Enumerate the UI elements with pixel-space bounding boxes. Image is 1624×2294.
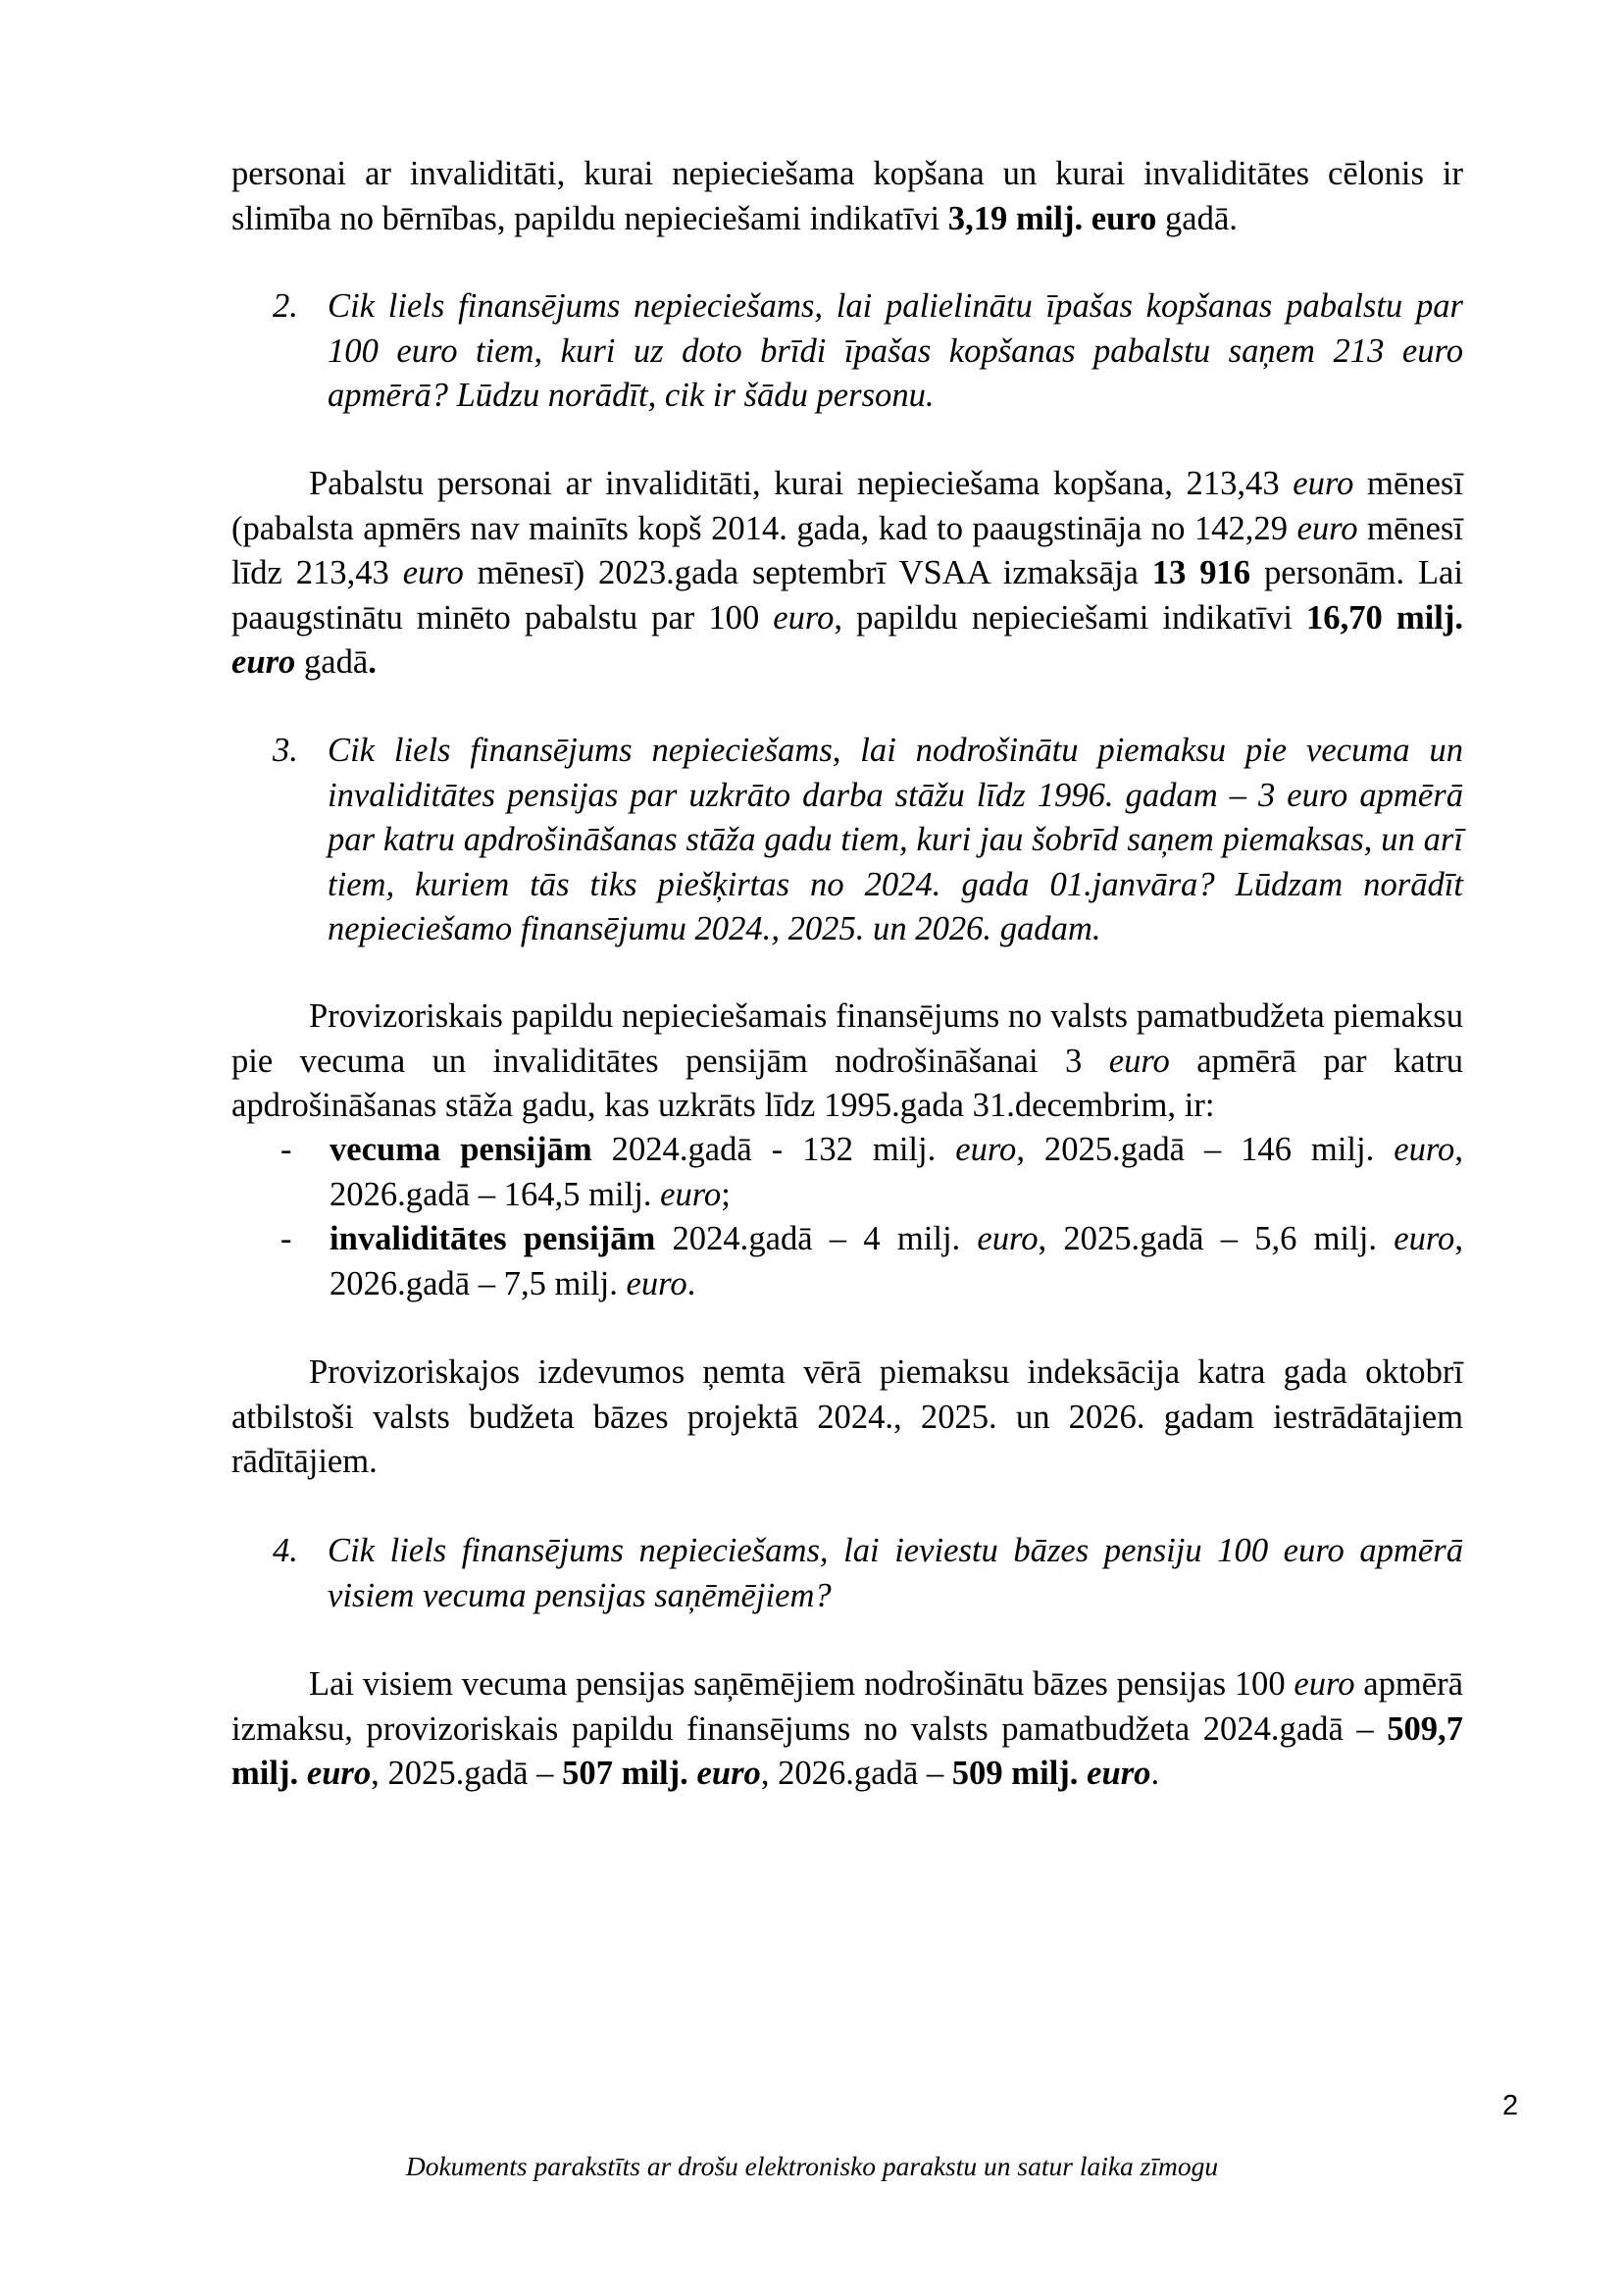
question-2-text: Cik liels finansējums nepieciešams, lai palielinātu īpašas kopšanas pabalstu par 100 euro tiem, kuri uz doto brīdi īpašas kopšanas pabalstu saņem 213 euro apmērā? Lūdzu norādīt, cik ir šādu personu. [328, 287, 1463, 414]
page-number: 2 [1502, 2090, 1519, 2121]
question-2-number: 2. [273, 287, 298, 325]
signature-footer: Dokuments parakstīts ar drošu elektronisko parakstu un satur laika zīmogu [405, 2151, 1219, 2181]
answer-3-paragraph: Provizoriskais papildu nepieciešamais finansējums no valsts pamatbudžeta piemaksu pie vecuma un invaliditātes pensijām nodrošināšanai 3 euro apmērā par katru apdrošināšanas stāža gadu, kas uzkrāts līdz 1995.gada 31.decembrim, ir: [231, 997, 1464, 1124]
amount-2024: 509,7 milj. euro [231, 1709, 1463, 1792]
intro-amount: 3,19 milj. euro [947, 199, 1157, 237]
answer-2-paragraph: Pabalstu personai ar invaliditāti, kurai nepieciešama kopšana, 213,43 euro mēnesī (pabalsta apmērs nav mainīts kopš 2014. gada, kad to paaugstināja no 142,29 euro mēnesī līdz 213,43 euro mēnesī) 2023.gada septembrī VSAA izmaksāja 13 916 personām. Lai paaugstinātu minēto pabalstu par 100 euro, papildu nepieciešami indikatīvi 16,70 milj. euro gadā. [231, 465, 1464, 681]
bullet-old-age-pensions: vecuma pensijām 2024.gadā - 132 milj. euro, 2025.gadā – 146 milj. euro, 2026.gadā – 164,5 milj. euro; [330, 1131, 1463, 1213]
answer-4-paragraph: Lai visiem vecuma pensijas saņēmējiem nodrošinātu bāzes pensijas 100 euro apmērā izmaksu, provizoriskais papildu finansējums no valsts pamatbudžeta 2024.gadā – 509,7 milj. euro, 2025.gadā – 507 milj. euro, 2026.gadā – 509 milj. euro. [231, 1665, 1463, 1792]
intro-paragraph: personai ar invaliditāti, kurai nepieciešama kopšana un kurai invaliditātes cēlonis ir slimība no bērnības, papildu nepieciešami indikatīvi 3,19 milj. euro gadā. [231, 155, 1463, 237]
amount-2026: 509 milj. euro [951, 1755, 1151, 1792]
bullet-disability-pensions: invaliditātes pensijām 2024.gadā – 4 milj. euro, 2025.gadā – 5,6 milj. euro, 2026.gadā – 7,5 milj. euro. [330, 1220, 1463, 1302]
question-4-text: Cik liels finansējums nepieciešams, lai ieviestu bāzes pensiju 100 euro apmērā visiem vecuma pensijas saņēmējiem? [328, 1532, 1463, 1614]
amount-2025: 507 milj. euro [562, 1755, 761, 1792]
bullet-dash: - [280, 1131, 292, 1168]
bullet-dash: - [280, 1220, 292, 1257]
question-3-number: 3. [273, 732, 298, 769]
question-4-number: 4. [273, 1532, 298, 1569]
answer-3-note: Provizoriskajos izdevumos ņemta vērā piemaksu indeksācija katra gada oktobrī atbilstoši valsts budžeta bāzes projektā 2024., 2025. un 2026. gadam iestrādātajiem rādītājiem. [231, 1353, 1463, 1480]
persons-count: 13 916 [1151, 554, 1251, 591]
answer-2-amount: 16,70 milj. euro [231, 598, 1464, 681]
question-3-text: Cik liels finansējums nepieciešams, lai nodrošinātu piemaksu pie vecuma un invaliditātes pensijas par uzkrāto darba stāžu līdz 1996. gadam – 3 euro apmērā par katru apdrošināšanas stāža gadu tiem, kuri jau šobrīd saņem piemaksas, un arī tiem, kuriem tās tiks piešķirtas no 2024. gada 01.janvāra? Lūdzam norādīt nepieciešamo finansējumu 2024., 2025. un 2026. gadam. [328, 732, 1463, 947]
